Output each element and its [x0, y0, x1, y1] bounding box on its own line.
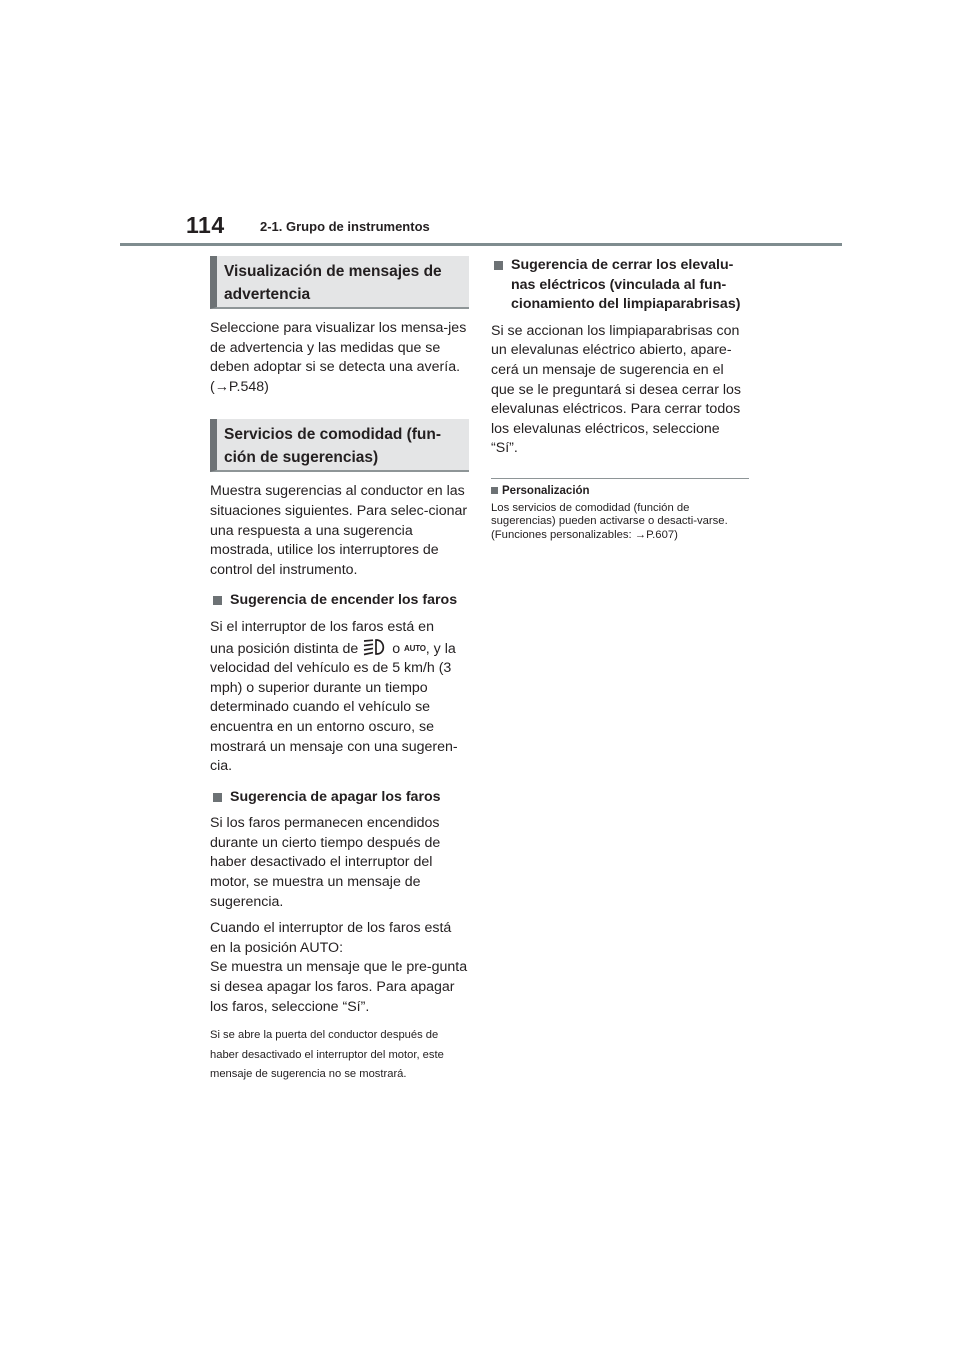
heading-warning-messages: Visualización de mensajes de advertencia: [210, 256, 469, 309]
page-number: 114: [186, 212, 225, 238]
driver-door-note: Si se abre la puerta del conductor después de haber desactivado el interruptor del motor, este mensaje de sugerencia no se mostrará.: [210, 1029, 444, 1081]
subheading-turn-off-headlights: Sugerencia de apagar los faros: [210, 788, 469, 808]
turn-on-headlights-paragraph: Si el interruptor de los faros está en una posición distinta de o AUTO, y la velocidad del vehículo es de 5 km/h (3 mph) o superior durante un tiempo determinado cuando el vehículo se encuentra en un entorno oscuro, se mostrará un mensaje con una sugeren-cia.: [210, 618, 458, 775]
comfort-services-paragraph: Muestra sugerencias al conductor en las situaciones siguientes. Para selec-cionar una respuesta a una sugerencia mostrada, utilice los interruptores de control del instrumento.: [210, 483, 468, 578]
section-title: 2-1. Grupo de instrumentos: [260, 219, 430, 234]
right-column: [491, 256, 749, 542]
auto-position-paragraph: Cuando el interruptor de los faros está en la posición AUTO: Se muestra un mensaje que le pre-gunta si desea apagar los faros. Para apagar los faros, seleccione “Sí”.: [210, 920, 468, 1015]
low-beam-headlight-icon: [362, 638, 388, 656]
square-bullet-icon: [213, 793, 222, 802]
square-bullet-icon: [213, 596, 222, 605]
square-bullet-icon: [494, 261, 503, 270]
header-rule: [120, 243, 842, 246]
customization-rule: [491, 478, 749, 479]
warning-messages-paragraph: Seleccione para visualizar los mensa-jes de advertencia y las medidas que se deben adoptar si se detecta una avería. (→P.548): [210, 320, 467, 395]
subheading-close-windows: Sugerencia de cerrar los elevalu-nas eléctricos (vinculada al fun-cionamiento del limpiaparabrisas): [491, 256, 749, 315]
heading-comfort-services: Servicios de comodidad (fun-ción de sugerencias): [210, 419, 469, 472]
close-windows-paragraph: Si se accionan los limpiaparabrisas con un elevalunas eléctrico abierto, apare-cerá un mensaje de sugerencia en el que se le preguntará si desea cerrar los elevalunas eléctricos. Para cerrar todos los elevalunas eléctricos, seleccione “Sí”.: [491, 322, 741, 457]
customization-heading: Personalización: [491, 485, 749, 497]
turn-off-headlights-paragraph: Si los faros permanecen encendidos durante un cierto tiempo después de haber desactivado el interruptor del motor, se muestra un mensaje de sugerencia.: [210, 815, 441, 910]
auto-icon: AUTO: [404, 643, 426, 653]
left-column: [210, 256, 469, 1085]
subheading-turn-on-headlights: Sugerencia de encender los faros: [210, 591, 469, 611]
customization-paragraph: Los servicios de comodidad (función de sugerencias) pueden activarse o desacti-varse. (Funciones personalizables: →P.607): [491, 501, 728, 541]
square-bullet-icon: [491, 487, 498, 494]
